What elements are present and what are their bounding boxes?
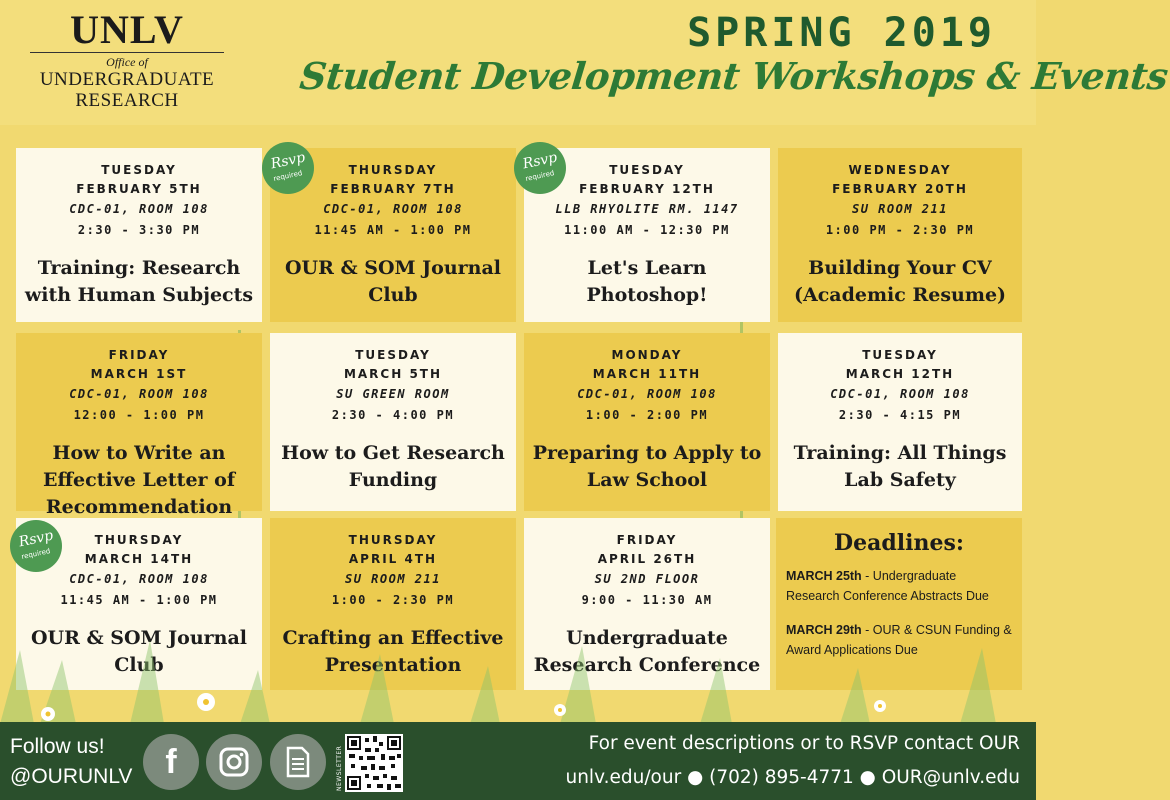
- deadlines-heading: Deadlines:: [834, 530, 964, 556]
- event-title: Training: Research with Human Subjects: [24, 257, 254, 306]
- unlv-logo: [22, 7, 232, 111]
- event-date: MARCH 5TH: [343, 367, 443, 381]
- event-card: [16, 333, 262, 518]
- rsvp-badge: [514, 142, 566, 194]
- header: [0, 0, 1170, 125]
- event-location: CDC-01, ROOM 108: [69, 202, 209, 216]
- follow-label: Follow us!: [10, 735, 105, 758]
- rsvp-sublabel: required: [20, 547, 52, 561]
- event-date: MARCH 1ST: [90, 367, 188, 381]
- deadline-date: MARCH 29th: [786, 623, 862, 637]
- event-time: 11:45 AM - 1:00 PM: [314, 223, 472, 237]
- contact-line-2[interactable]: unlv.edu/our ● (702) 895-4771 ● OUR@unlv.edu: [565, 767, 1020, 788]
- instagram-glyph: [218, 746, 250, 778]
- logo-office: Office of: [106, 55, 148, 69]
- event-day: THURSDAY: [94, 533, 184, 547]
- deadline-item: [786, 566, 1012, 606]
- event-day: MONDAY: [611, 348, 683, 362]
- event-location: SU GREEN ROOM: [336, 387, 450, 401]
- rsvp-badge: [10, 520, 62, 572]
- event-title: Training: All Things Lab Safety: [793, 442, 1007, 491]
- event-card: [270, 333, 516, 511]
- rsvp-badge: [262, 142, 314, 194]
- event-date: FEBRUARY 5TH: [76, 182, 202, 196]
- event-card: [778, 148, 1022, 322]
- event-date: APRIL 26TH: [597, 552, 697, 566]
- event-title: OUR & SOM Journal Club: [284, 257, 502, 306]
- social-handle: @OURUNLV: [10, 765, 133, 788]
- event-day: TUESDAY: [101, 163, 177, 177]
- logo-dept-line1: UNDERGRADUATE: [39, 69, 215, 90]
- deadline-text: - OUR & CSUN Funding & Award Applications Due: [786, 623, 1012, 657]
- event-date: FEBRUARY 20TH: [832, 182, 968, 196]
- event-title: OUR & SOM Journal Club: [30, 627, 248, 676]
- rsvp-label: Rsvp: [521, 149, 559, 173]
- event-title: How to Get Research Funding: [281, 442, 505, 491]
- event-day: THURSDAY: [348, 163, 438, 177]
- event-card: [778, 333, 1022, 511]
- contact-line-1: For event descriptions or to RSVP contact OUR: [588, 733, 1020, 754]
- event-title: Crafting an Effective Presentation: [282, 627, 504, 676]
- event-time: 1:00 - 2:30 PM: [331, 593, 455, 607]
- grass-decoration: [0, 640, 1036, 724]
- event-time: 1:00 - 2:00 PM: [585, 408, 709, 422]
- rsvp-label: Rsvp: [269, 149, 307, 173]
- facebook-icon[interactable]: f: [143, 734, 199, 790]
- event-location: CDC-01, ROOM 108: [830, 387, 970, 401]
- event-time: 2:30 - 4:15 PM: [838, 408, 962, 422]
- event-location: CDC-01, ROOM 108: [577, 387, 717, 401]
- event-day: WEDNESDAY: [848, 163, 952, 177]
- event-card: [524, 333, 770, 511]
- deadline-text: - Undergraduate Research Conference Abstracts Due: [786, 569, 989, 603]
- event-title: Undergraduate Research Conference: [533, 627, 761, 676]
- event-day: THURSDAY: [348, 533, 438, 547]
- logo-main: UNLV: [70, 7, 184, 52]
- event-date: MARCH 14TH: [84, 552, 194, 566]
- event-date: MARCH 11TH: [592, 367, 702, 381]
- event-time: 2:30 - 4:00 PM: [331, 408, 455, 422]
- event-date: FEBRUARY 12TH: [579, 182, 715, 196]
- qr-code[interactable]: [345, 734, 403, 792]
- event-title: Building Your CV (Academic Resume): [793, 257, 1007, 306]
- rsvp-label: Rsvp: [17, 527, 55, 551]
- instagram-icon[interactable]: [206, 734, 262, 790]
- event-time: 2:30 - 3:30 PM: [77, 223, 201, 237]
- deadline-date: MARCH 25th: [786, 569, 862, 583]
- logo-rule: [30, 52, 224, 53]
- event-day: TUESDAY: [355, 348, 431, 362]
- event-date: APRIL 4TH: [348, 552, 438, 566]
- event-date: MARCH 12TH: [845, 367, 955, 381]
- event-location: SU 2ND FLOOR: [594, 572, 700, 586]
- event-time: 12:00 - 1:00 PM: [73, 408, 205, 422]
- event-day: TUESDAY: [609, 163, 685, 177]
- follow-us: [10, 732, 132, 792]
- event-day: TUESDAY: [862, 348, 938, 362]
- event-time: 11:00 AM - 12:30 PM: [564, 223, 730, 237]
- event-date: FEBRUARY 7TH: [330, 182, 456, 196]
- event-title: How to Write an Effective Letter of Recommendation: [42, 442, 236, 518]
- event-location: CDC-01, ROOM 108: [323, 202, 463, 216]
- event-time: 1:00 PM - 2:30 PM: [825, 223, 975, 237]
- footer: [0, 722, 1036, 800]
- document-glyph: [284, 746, 312, 778]
- page-subtitle: Student Development Workshops & Events: [297, 54, 1170, 98]
- event-time: 11:45 AM - 1:00 PM: [60, 593, 218, 607]
- season-title: SPRING 2019: [687, 10, 996, 56]
- event-time: 9:00 - 11:30 AM: [581, 593, 713, 607]
- newsletter-label: NEWSLETTER: [336, 745, 343, 791]
- newsletter-icon[interactable]: [270, 734, 326, 790]
- event-location: SU ROOM 211: [345, 572, 441, 586]
- event-title: Preparing to Apply to Law School: [532, 442, 762, 491]
- rsvp-sublabel: required: [272, 169, 304, 183]
- event-location: CDC-01, ROOM 108: [69, 572, 209, 586]
- logo-dept-line2: RESEARCH: [75, 90, 179, 111]
- event-day: FRIDAY: [616, 533, 678, 547]
- event-location: CDC-01, ROOM 108: [69, 387, 209, 401]
- event-day: FRIDAY: [108, 348, 170, 362]
- event-title: Let's Learn Photoshop!: [586, 257, 708, 306]
- rsvp-sublabel: required: [524, 169, 556, 183]
- event-location: SU ROOM 211: [852, 202, 948, 216]
- event-card: [16, 148, 262, 322]
- event-location: LLB RHYOLITE RM. 1147: [555, 202, 739, 216]
